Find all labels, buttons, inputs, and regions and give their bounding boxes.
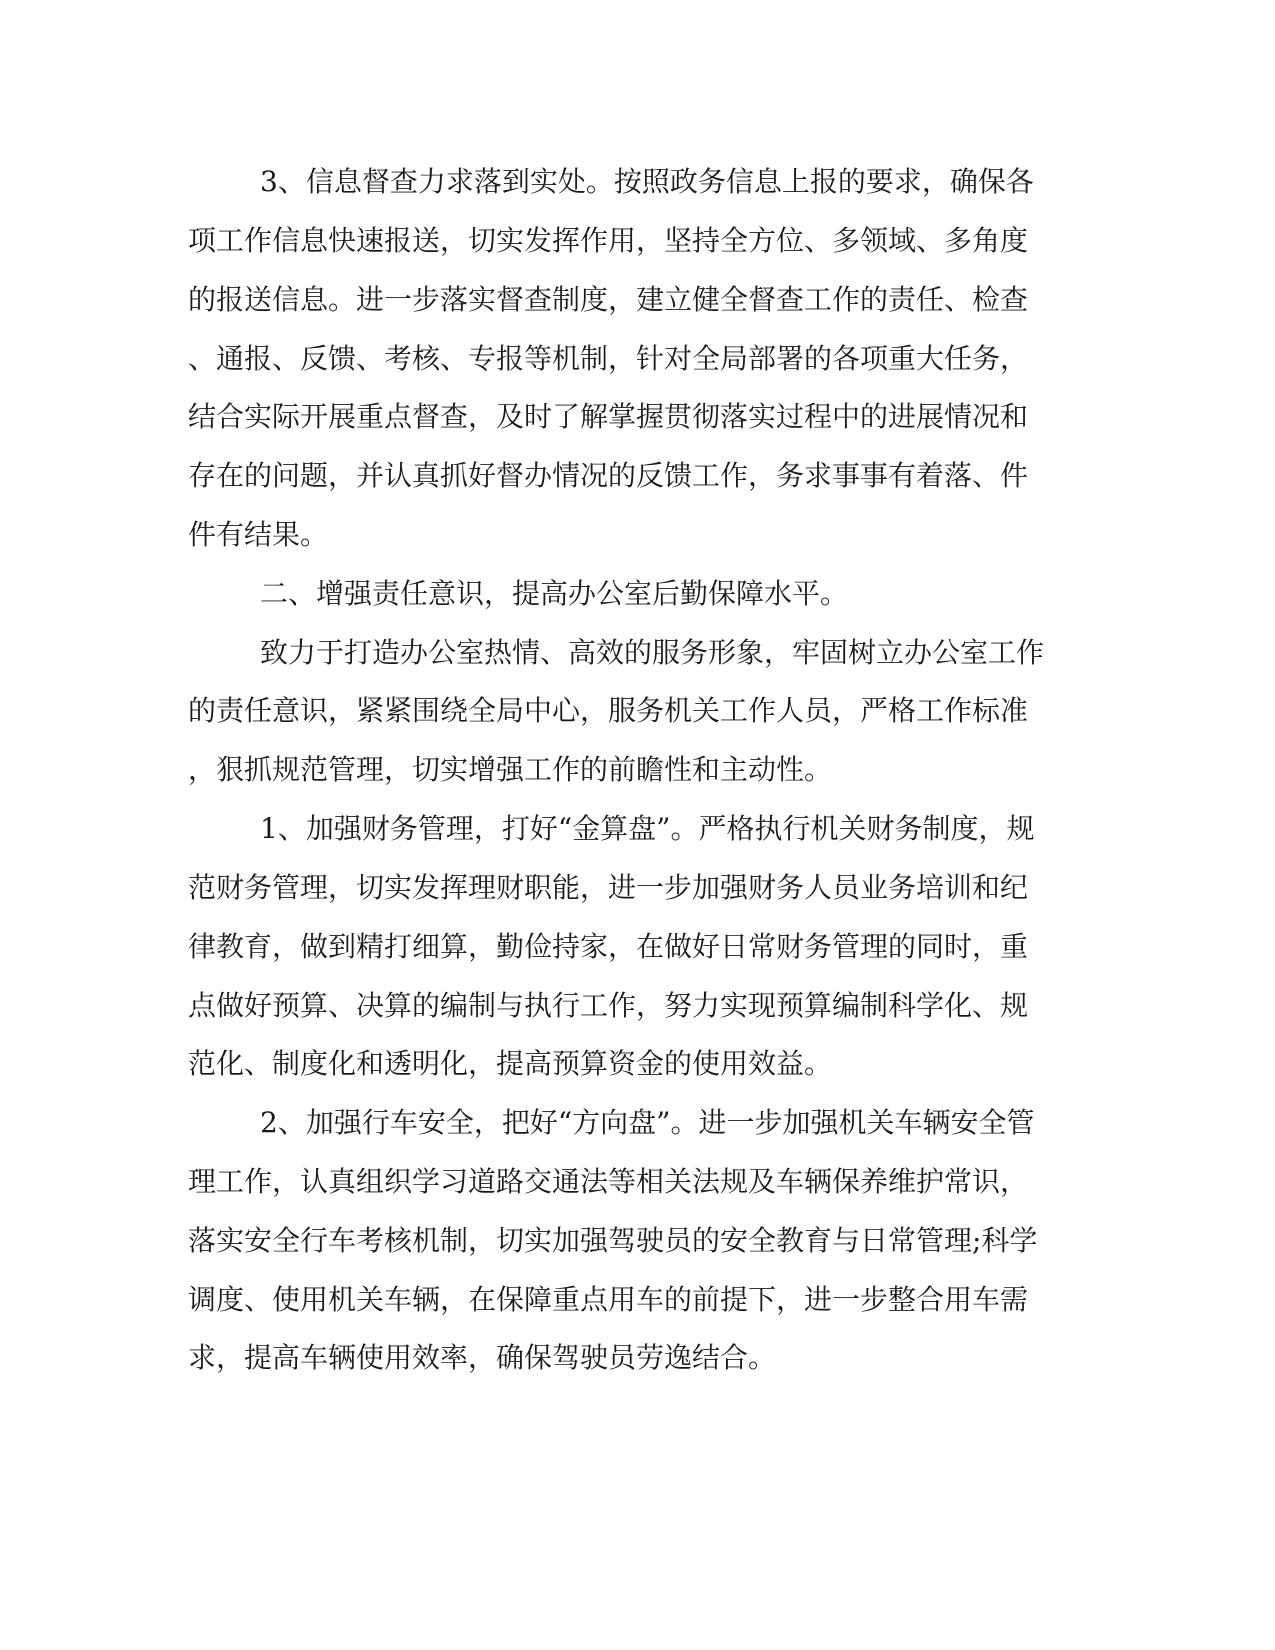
paragraph-3-line-1: 致力于打造办公室热情、高效的服务形象，牢固树立办公室工作 bbox=[260, 636, 1045, 669]
paragraph-4-line-4: 点做好预算、决算的编制与执行工作，努力实现预算编制科学化、规 bbox=[188, 989, 1029, 1022]
paragraph-5-line-2: 理工作，认真组织学习道路交通法等相关法规及车辆保养维护常识， bbox=[188, 1165, 1029, 1198]
paragraph-1-line-5: 结合实际开展重点督查，及时了解掌握贯彻落实过程中的进展情况和 bbox=[188, 400, 1029, 433]
paragraph-1-line-6: 存在的问题，并认真抓好督办情况的反馈工作，务求事事有着落、件 bbox=[188, 459, 1029, 492]
paragraph-1-line-3: 的报送信息。进一步落实督查制度，建立健全督查工作的责任、检查 bbox=[188, 283, 1029, 316]
paragraph-4-line-1: 1、加强财务管理，打好“金算盘”。严格执行机关财务制度，规 bbox=[260, 812, 1035, 845]
paragraph-5-line-3: 落实安全行车考核机制，切实加强驾驶员的安全教育与日常管理;科学 bbox=[188, 1224, 1038, 1257]
paragraph-1-line-2: 项工作信息快速报送，切实发挥作用，坚持全方位、多领域、多角度 bbox=[188, 224, 1029, 257]
paragraph-5-line-4: 调度、使用机关车辆，在保障重点用车的前提下，进一步整合用车需 bbox=[188, 1283, 1029, 1316]
paragraph-1-line-1: 3、信息督查力求落到实处。按照政务信息上报的要求，确保各 bbox=[260, 165, 1034, 198]
section-heading-2: 二、增强责任意识，提高办公室后勤保障水平。 bbox=[260, 577, 849, 610]
paragraph-5-line-1: 2、加强行车安全，把好“方向盘”。进一步加强机关车辆安全管 bbox=[260, 1106, 1035, 1139]
paragraph-4-line-2: 范财务管理，切实发挥理财职能，进一步加强财务人员业务培训和纪 bbox=[188, 871, 1029, 904]
paragraph-1-line-7: 件有结果。 bbox=[188, 518, 329, 551]
paragraph-3-line-2: 的责任意识，紧紧围绕全局中心，服务机关工作人员，严格工作标准 bbox=[188, 694, 1029, 727]
paragraph-4-line-5: 范化、制度化和透明化，提高预算资金的使用效益。 bbox=[188, 1047, 833, 1080]
paragraph-5-line-5: 求，提高车辆使用效率，确保驾驶员劳逸结合。 bbox=[188, 1341, 777, 1374]
paragraph-3-line-3: ，狠抓规范管理，切实增强工作的前瞻性和主动性。 bbox=[188, 753, 833, 786]
paragraph-1-line-4: 、通报、反馈、考核、专报等机制，针对全局部署的各项重大任务， bbox=[188, 342, 1029, 375]
paragraph-4-line-3: 律教育，做到精打细算，勤俭持家，在做好日常财务管理的同时，重 bbox=[188, 930, 1029, 963]
